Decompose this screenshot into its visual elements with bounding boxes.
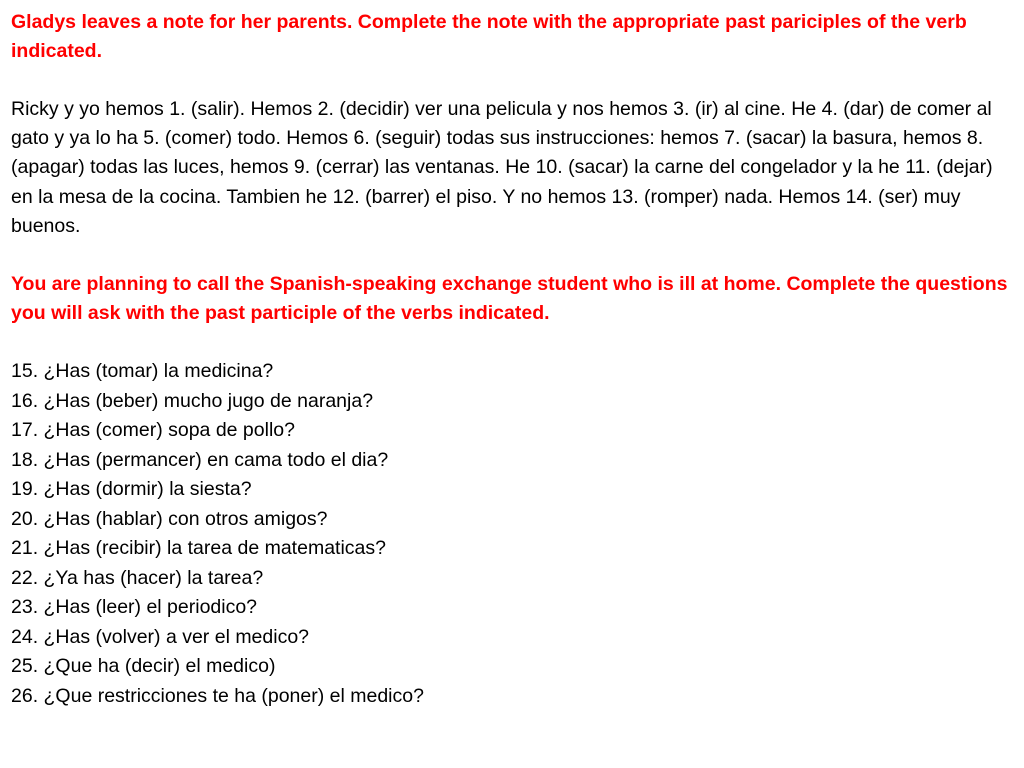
spacer	[11, 328, 1019, 357]
question-item: 23. ¿Has (leer) el periodico?	[11, 596, 258, 619]
section1-heading: Gladys leaves a note for her parents. Complete the note with the appropriate past pariciples of the verb indicated.	[11, 11, 967, 62]
spacer	[11, 66, 1019, 95]
section2-heading: You are planning to call the Spanish-speaking exchange student who is ill at home. Complete the questions you will ask with the past participle of the verbs indicated.	[11, 273, 1008, 325]
question-item: 15. ¿Has (tomar) la medicina?	[11, 360, 274, 383]
question-item: 22. ¿Ya has (hacer) la tarea?	[11, 566, 264, 589]
question-item: 16. ¿Has (beber) mucho jugo de naranja?	[11, 389, 374, 412]
question-item: 18. ¿Has (permancer) en cama todo el dia?	[11, 448, 389, 471]
question-list	[11, 357, 1019, 711]
question-item: 24. ¿Has (volver) a ver el medico?	[11, 625, 310, 648]
question-item: 17. ¿Has (comer) sopa de pollo?	[11, 419, 295, 442]
spacer	[11, 241, 1019, 270]
question-item: 21. ¿Has (recibir) la tarea de matematicas?	[11, 537, 386, 560]
question-item: 19. ¿Has (dormir) la siesta?	[11, 478, 252, 501]
question-item: 25. ¿Que ha (decir) el medico)	[11, 655, 276, 678]
question-item: 20. ¿Has (hablar) con otros amigos?	[11, 507, 328, 530]
section1-note-paragraph: Ricky y yo hemos 1. (salir). Hemos 2. (decidir) ver una pelicula y nos hemos 3. (ir) al cine. He 4. (dar) de comer al gato y ya lo ha 5. (comer) todo. Hemos 6. (seguir) todas sus instrucciones: hemos 7. (sacar) la basura, hemos 8. (apagar) todas las luces, hemos 9. (cerrar) las ventanas. He 10. (sacar) la carne del congelador y la he 11. (dejar) en la mesa de la cocina. Tambien he 12. (barrer) el piso. Y no hemos 13. (romper) nada. Hemos 14. (ser) muy buenos.	[11, 98, 993, 237]
slide-content	[11, 8, 1019, 711]
question-item: 26. ¿Que restricciones te ha (poner) el medico?	[11, 684, 424, 707]
